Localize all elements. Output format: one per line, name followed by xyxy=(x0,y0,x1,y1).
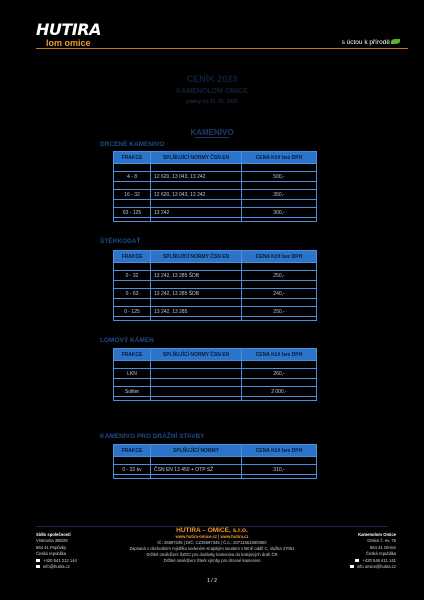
price-cell: 240,- xyxy=(242,289,317,299)
fraction-cell: 16 - 32 xyxy=(114,190,151,200)
quarry-street: Omice č. ev. 75 xyxy=(367,538,396,544)
col-norms: SPLŇUJÍCÍ NORMY ČSN EN xyxy=(151,152,242,164)
validity-note: platný od 01. 01. 2023 xyxy=(186,99,238,105)
rubble-price-table xyxy=(113,348,317,401)
fraction-cell: 63 - 125 xyxy=(114,208,151,218)
table-row xyxy=(114,307,317,317)
email-icon xyxy=(350,565,354,568)
col-price: CENA Kč/t bez DPH xyxy=(242,152,317,164)
section-gravel: ŠTĚRKODAŤ xyxy=(100,238,141,245)
fraction-cell: 4 - 8 xyxy=(114,172,151,182)
quarry-city: 664 41 Omice xyxy=(369,544,396,550)
company-logo xyxy=(36,22,101,49)
price-list-title: CENÍK 2023 xyxy=(186,74,238,84)
quarry-title-footer: Kamenolom Omice xyxy=(358,532,396,537)
price-cell: 2 000,- xyxy=(242,387,317,397)
price-cell: 500,- xyxy=(242,172,317,182)
company-name: HUTIRA – OMICE, s.r.o. xyxy=(176,527,248,534)
norms-cell: 12 620, 13 043, 13 242 xyxy=(151,190,242,200)
norms-cell xyxy=(151,369,242,379)
phone-icon xyxy=(355,559,359,562)
certificate-2: Držitel osvědčení Šterk výroby pro drcené kamenivo xyxy=(163,558,261,563)
quarry-country: Česká republika xyxy=(365,551,396,557)
table-row xyxy=(114,208,317,218)
table-row xyxy=(114,289,317,299)
col-price: CENA Kč/t bez DPH xyxy=(242,349,317,361)
hq-city: 664 41 Popůvky xyxy=(36,544,67,550)
norms-cell: 13 242, 13 285 xyxy=(151,307,242,317)
norms-cell: 13 242, 13 285 ŠDB xyxy=(151,271,242,281)
col-fraction: FRAKCE xyxy=(114,251,151,263)
hq-email[interactable]: info@hutira.cz xyxy=(43,564,70,570)
fraction-cell: 0 - 32 xyxy=(114,271,151,281)
section-crushed: DRCENÉ KAMENIVO xyxy=(100,141,165,148)
price-cell: 350,- xyxy=(242,190,317,200)
price-cell: 250,- xyxy=(242,271,317,281)
section-rail: KAMENIVO PRO DRÁŽNÍ STAVBY xyxy=(100,433,205,440)
gravel-price-table xyxy=(113,250,317,321)
logo-subtitle: lom omice xyxy=(46,38,91,48)
quarry-phone: +420 546 411 141 xyxy=(362,557,396,563)
table-row xyxy=(114,271,317,281)
company-web[interactable]: www.hutira-omice.cz | www.hutira.cz xyxy=(175,534,249,539)
fraction-cell: 0 - 63 xyxy=(114,289,151,299)
table-row xyxy=(114,172,317,182)
norms-cell: 13 242, 13 285 ŠDB xyxy=(151,289,242,299)
header-divider xyxy=(36,48,408,49)
certificate-1: Držitel osvědčení ŠZDC pro dodávky kameniva do kolejových drah ČR xyxy=(146,552,278,557)
tagline: s úctou k přírodě xyxy=(341,39,390,46)
col-norms: SPLŇUJÍCÍ NORMY ČSN EN xyxy=(151,251,242,263)
section-rubble: LOMOVÝ KÁMEN xyxy=(100,337,154,344)
footer-quarry xyxy=(350,532,396,570)
table-row xyxy=(114,465,317,475)
quarry-email[interactable]: info.omice@hutira.cz xyxy=(356,564,396,570)
col-fraction: FRAKCE xyxy=(114,445,151,457)
fraction-cell: LKN xyxy=(114,369,151,379)
page-number: 1 / 2 xyxy=(207,578,217,584)
col-norms: SPLŇUJÍCÍ NORMY ČSN EN xyxy=(151,349,242,361)
company-registry: Zapsaná v obchodním rejstříku vedeném Krajským soudem v Brně oddíl C, vložka 37051 xyxy=(129,546,295,551)
price-cell: 250,- xyxy=(242,307,317,317)
logo-brand: HUTIRA xyxy=(36,20,101,39)
crushed-price-table xyxy=(113,151,317,222)
col-price: CENA Kč/t bez DPH xyxy=(242,445,317,457)
norms-cell: 12 620, 13 043, 13 242 xyxy=(151,172,242,182)
price-cell: 260,- xyxy=(242,369,317,379)
hq-street: Vintrovna 398/29 xyxy=(36,538,68,544)
price-cell: 300,- xyxy=(242,208,317,218)
rail-price-table xyxy=(113,444,317,479)
company-ids: IČ: 25597345 | DIČ: CZ25597345 | Č.ú.: 2071156159/0800 xyxy=(157,540,267,545)
norms-cell: ČSN EN 13 450 + OTP SŽ xyxy=(151,465,242,475)
fraction-cell: Soliter xyxy=(114,387,151,397)
hq-country: Česká republika xyxy=(36,551,67,557)
norms-cell xyxy=(151,387,242,397)
fraction-cell: 0 - 125 xyxy=(114,307,151,317)
quarry-title: KAMENOLOM OMICE xyxy=(176,88,248,95)
col-fraction: FRAKCE xyxy=(114,152,151,164)
col-fraction: FRAKCE xyxy=(114,349,151,361)
col-price: CENA Kč/t bez DPH xyxy=(242,251,317,263)
col-norms: SPLŇUJÍCÍ NORMY xyxy=(151,445,242,457)
price-cell: 310,- xyxy=(242,465,317,475)
leaf-icon xyxy=(391,39,400,44)
table-row xyxy=(114,387,317,397)
email-icon xyxy=(36,565,40,568)
fraction-cell: 0 - 32 kv xyxy=(114,465,151,475)
hq-title: Sídlo společnosti xyxy=(36,532,71,537)
category-title: KAMENIVO xyxy=(0,128,424,138)
table-row xyxy=(114,190,317,200)
hq-phone: +420 541 212 144 xyxy=(43,557,77,563)
table-row xyxy=(114,369,317,379)
norms-cell: 13 242 xyxy=(151,208,242,218)
